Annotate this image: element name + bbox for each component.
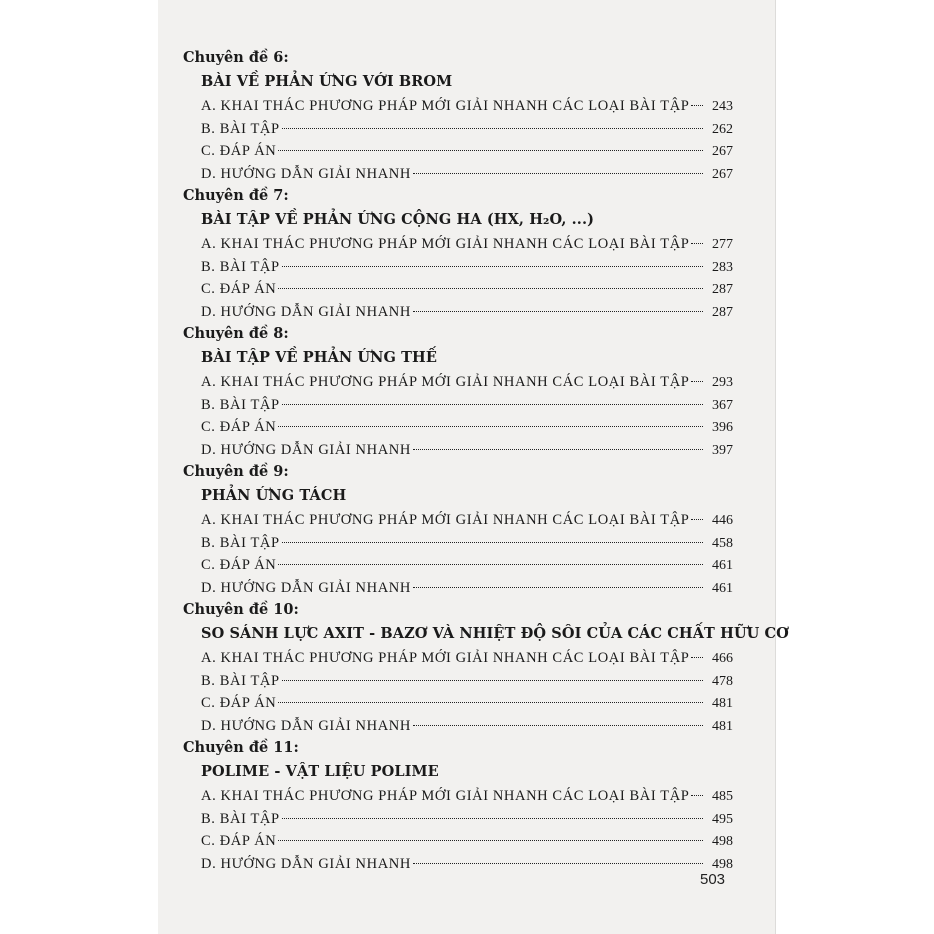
chapter-label: Chuyên đề 9:: [183, 463, 289, 480]
dot-leader: [282, 128, 703, 129]
chapter-title: BÀI TẬP VỀ PHẢN ỨNG THẾ: [201, 349, 438, 366]
dot-leader: [691, 105, 703, 106]
toc-entry: [183, 532, 733, 555]
chapter-label: Chuyên đề 7:: [183, 187, 289, 204]
toc-entry: [183, 95, 733, 118]
toc-entry-label: A. KHAI THÁC PHƯƠNG PHÁP MỚI GIẢI NHANH CÁC LOẠI BÀI TẬP: [201, 512, 690, 528]
toc-entry-page: 243: [712, 99, 733, 114]
chapter-title: BÀI VỀ PHẢN ỨNG VỚI BROM: [201, 73, 453, 90]
toc-entry-page: 481: [712, 696, 733, 711]
toc-chapter: [183, 47, 733, 185]
toc-entry-label: D. HƯỚNG DẪN GIẢI NHANH: [201, 579, 411, 596]
toc-entry-label: B. BÀI TẬP: [201, 672, 280, 689]
toc-entry: [183, 371, 733, 394]
chapter-label: Chuyên đề 8:: [183, 325, 289, 342]
chapter-title: SO SÁNH LỰC AXIT - BAZƠ VÀ NHIỆT ĐỘ SÔI CỦA CÁC CHẤT HỮU CƠ: [201, 625, 789, 642]
toc-entry-page: 461: [712, 558, 733, 573]
toc-entry: [183, 509, 733, 532]
toc-entry: [183, 554, 733, 577]
toc-entry-page: 498: [712, 834, 733, 849]
chapter-label: Chuyên đề 10:: [183, 601, 299, 618]
dot-leader: [278, 426, 703, 427]
toc-entry: [183, 853, 733, 876]
chapter-title: PHẢN ỨNG TÁCH: [201, 487, 347, 504]
toc-entry-label: C. ĐÁP ÁN: [201, 419, 277, 435]
toc-entry-page: 283: [712, 259, 733, 275]
chapter-title: POLIME - VẬT LIỆU POLIME: [201, 763, 439, 780]
toc-entry: [183, 830, 733, 853]
dot-leader: [278, 288, 703, 289]
dot-leader: [282, 542, 703, 543]
toc-entry: [183, 785, 733, 808]
toc-entry-page: 277: [712, 237, 733, 252]
toc-entry-label: B. BÀI TẬP: [201, 810, 280, 827]
chapter-title: BÀI TẬP VỀ PHẢN ỨNG CỘNG HA (HX, H₂O, ...): [201, 211, 595, 228]
toc-entry-label: B. BÀI TẬP: [201, 120, 280, 137]
toc-entry: [183, 692, 733, 715]
dot-leader: [282, 404, 703, 405]
toc-chapter: [183, 461, 733, 599]
toc-entry-label: B. BÀI TẬP: [201, 258, 280, 275]
toc-entry-label: C. ĐÁP ÁN: [201, 833, 277, 849]
toc-entry-page: 478: [712, 673, 733, 689]
toc-entry-page: 446: [712, 513, 733, 528]
toc-entry: [183, 233, 733, 256]
toc-chapter: [183, 599, 789, 737]
toc-entry-label: A. KHAI THÁC PHƯƠNG PHÁP MỚI GIẢI NHANH CÁC LOẠI BÀI TẬP: [201, 236, 690, 252]
toc-entry: [183, 439, 733, 462]
toc-entry-label: D. HƯỚNG DẪN GIẢI NHANH: [201, 441, 411, 458]
toc-entry: [183, 647, 733, 670]
dot-leader: [691, 519, 703, 520]
toc-entry: [183, 577, 733, 600]
dot-leader: [691, 381, 703, 382]
dot-leader: [691, 795, 703, 796]
toc-entry-page: 495: [712, 811, 733, 827]
dot-leader: [413, 449, 703, 450]
dot-leader: [691, 243, 703, 244]
toc-entry: [183, 715, 733, 738]
toc-entry-page: 466: [712, 651, 733, 666]
toc-entry-page: 397: [712, 442, 733, 458]
dot-leader: [278, 564, 703, 565]
dot-leader: [278, 840, 703, 841]
toc-entry: [183, 256, 733, 279]
toc-entry-label: A. KHAI THÁC PHƯƠNG PHÁP MỚI GIẢI NHANH CÁC LOẠI BÀI TẬP: [201, 788, 690, 804]
toc-entry-label: C. ĐÁP ÁN: [201, 695, 277, 711]
toc-entry-label: C. ĐÁP ÁN: [201, 557, 277, 573]
toc-entry-page: 498: [712, 856, 733, 872]
dot-leader: [413, 311, 703, 312]
dot-leader: [413, 587, 703, 588]
toc-entry-label: C. ĐÁP ÁN: [201, 281, 277, 297]
toc-entry: [183, 163, 733, 186]
toc-entry-page: 485: [712, 789, 733, 804]
dot-leader: [691, 657, 703, 658]
toc-entry: [183, 118, 733, 141]
toc-entry: [183, 670, 733, 693]
toc-entry-label: D. HƯỚNG DẪN GIẢI NHANH: [201, 717, 411, 734]
dot-leader: [413, 173, 703, 174]
toc-entry-label: B. BÀI TẬP: [201, 534, 280, 551]
toc-entry-page: 267: [712, 144, 733, 159]
dot-leader: [278, 702, 703, 703]
toc-entry-label: A. KHAI THÁC PHƯƠNG PHÁP MỚI GIẢI NHANH CÁC LOẠI BÀI TẬP: [201, 374, 690, 390]
toc-entry: [183, 140, 733, 163]
dot-leader: [282, 680, 703, 681]
toc-entry-page: 461: [712, 580, 733, 596]
chapter-label: Chuyên đề 11:: [183, 739, 299, 756]
toc-entry-label: B. BÀI TẬP: [201, 396, 280, 413]
toc-entry: [183, 416, 733, 439]
toc-chapter: [183, 185, 733, 323]
toc-entry-page: 367: [712, 397, 733, 413]
toc-entry-page: 293: [712, 375, 733, 390]
table-of-contents: [183, 47, 789, 875]
toc-entry: [183, 394, 733, 417]
toc-entry-page: 396: [712, 420, 733, 435]
toc-entry-page: 262: [712, 121, 733, 137]
dot-leader: [413, 863, 703, 864]
toc-entry-page: 287: [712, 304, 733, 320]
toc-entry-page: 481: [712, 718, 733, 734]
toc-entry-page: 458: [712, 535, 733, 551]
dot-leader: [278, 150, 703, 151]
toc-entry-label: D. HƯỚNG DẪN GIẢI NHANH: [201, 165, 411, 182]
toc-entry-page: 287: [712, 282, 733, 297]
dot-leader: [413, 725, 703, 726]
toc-chapter: [183, 737, 733, 875]
dot-leader: [282, 818, 703, 819]
toc-entry-label: D. HƯỚNG DẪN GIẢI NHANH: [201, 303, 411, 320]
toc-entry: [183, 808, 733, 831]
chapter-label: Chuyên đề 6:: [183, 49, 289, 66]
toc-entry: [183, 301, 733, 324]
dot-leader: [282, 266, 703, 267]
toc-entry-label: A. KHAI THÁC PHƯƠNG PHÁP MỚI GIẢI NHANH CÁC LOẠI BÀI TẬP: [201, 650, 690, 666]
toc-entry: [183, 278, 733, 301]
toc-entry-label: C. ĐÁP ÁN: [201, 143, 277, 159]
toc-entry-page: 267: [712, 166, 733, 182]
page-number: 503: [700, 871, 726, 888]
toc-chapter: [183, 323, 733, 461]
toc-entry-label: A. KHAI THÁC PHƯƠNG PHÁP MỚI GIẢI NHANH CÁC LOẠI BÀI TẬP: [201, 98, 690, 114]
toc-entry-label: D. HƯỚNG DẪN GIẢI NHANH: [201, 855, 411, 872]
